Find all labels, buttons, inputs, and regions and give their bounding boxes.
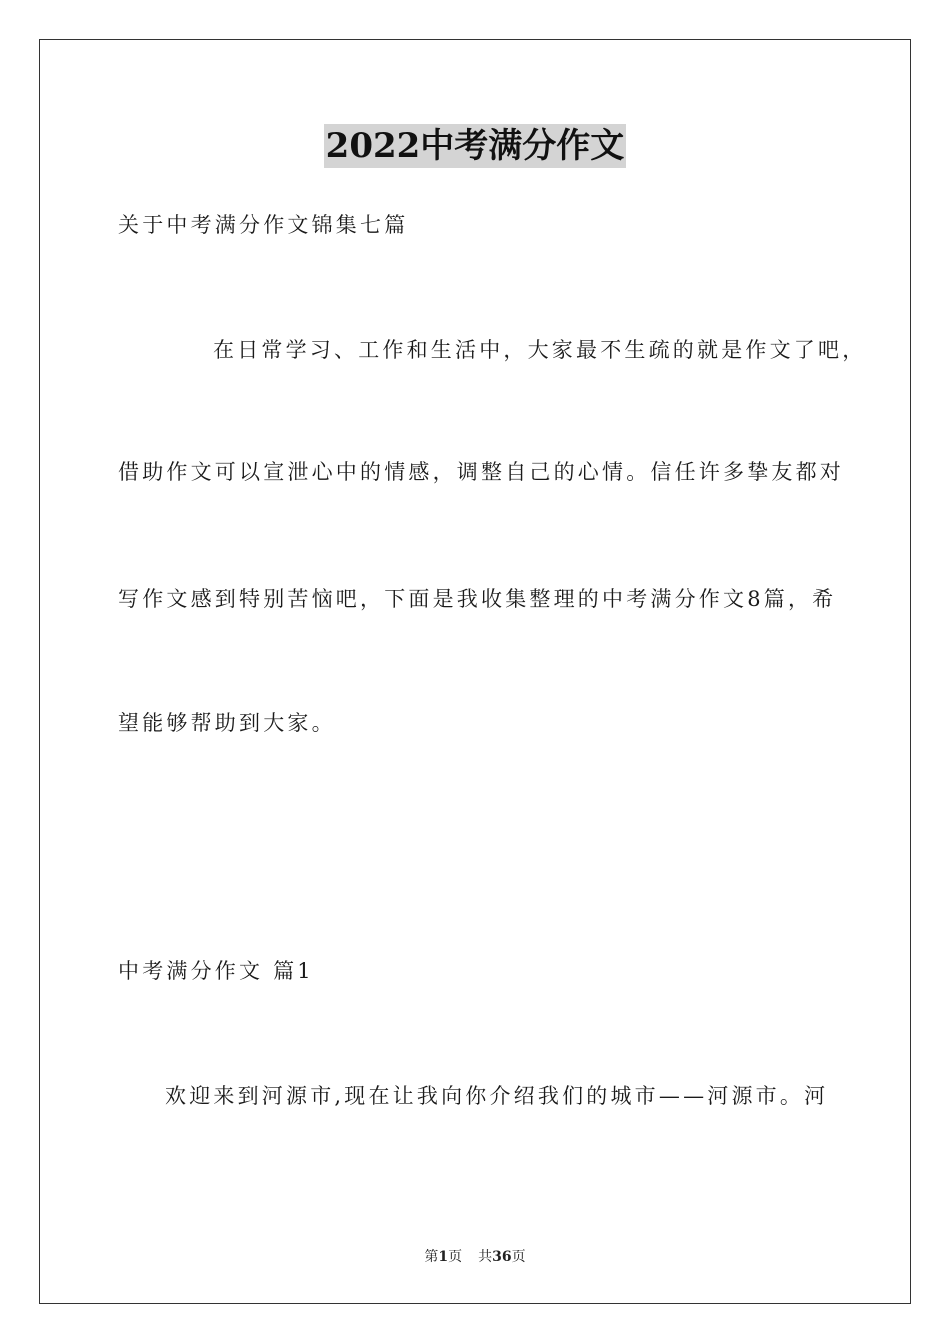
page-footer xyxy=(0,1246,950,1266)
total-prefix: 共 xyxy=(478,1249,493,1265)
paragraph-line: 借助作文可以宣泄心中的情感，调整自己的心情。信任许多挚友都对 xyxy=(118,460,844,484)
paragraph-line: 写作文感到特别苦恼吧，下面是我收集整理的中考满分作文8篇，希 xyxy=(118,587,837,611)
title-container xyxy=(0,124,950,168)
page-suffix: 页 xyxy=(448,1249,463,1265)
page-prefix: 第 xyxy=(424,1249,439,1265)
page-number: 1 xyxy=(438,1249,449,1265)
section-paragraph: 欢迎来到河源市,现在让我向你介绍我们的城市——河源市。河 xyxy=(165,1084,829,1108)
paragraph-line: 望能够帮助到大家。 xyxy=(118,711,336,735)
section-heading: 中考满分作文 篇1 xyxy=(118,959,314,983)
total-pages: 36 xyxy=(492,1249,512,1265)
document-title: 2022中考满分作文 xyxy=(325,126,625,166)
document-subtitle: 关于中考满分作文锦集七篇 xyxy=(118,213,409,237)
paragraph-line: 在日常学习、工作和生活中，大家最不生疏的就是作文了吧， xyxy=(213,338,867,362)
total-suffix: 页 xyxy=(511,1249,526,1265)
